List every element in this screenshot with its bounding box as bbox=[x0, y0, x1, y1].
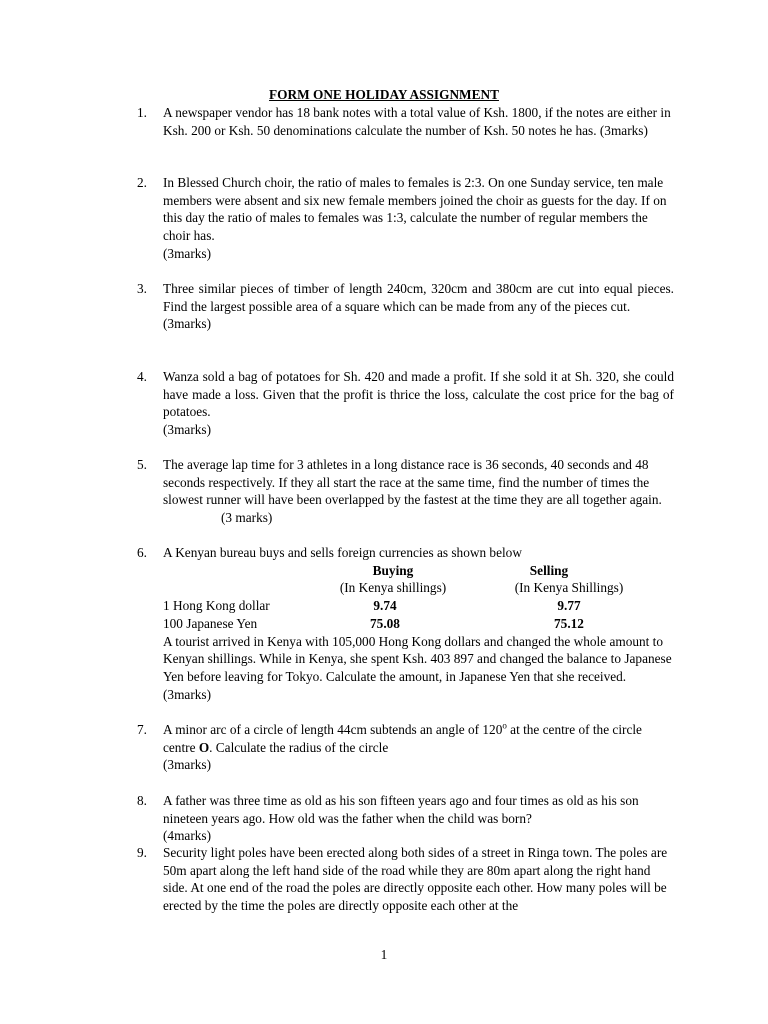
question-number: 1. bbox=[137, 105, 147, 120]
page-title: FORM ONE HOLIDAY ASSIGNMENT bbox=[269, 87, 499, 102]
question-text: In Blessed Church choir, the ratio of males to females is 2:3. On one Sunday service, ten male members were absent and six new female members joined the choir as guests for the day. If on this day the ratio of males to females was 1:3, calculate the number of regular members the choir has. bbox=[163, 175, 667, 244]
selling-subheader: (In Kenya Shillings) bbox=[514, 580, 624, 596]
question-5 bbox=[137, 456, 674, 527]
buying-subheader: (In Kenya shillings) bbox=[339, 580, 447, 596]
currency-label: 1 Hong Kong dollar bbox=[163, 598, 270, 614]
question-number: 2. bbox=[137, 175, 147, 190]
buying-rate: 75.08 bbox=[370, 615, 400, 631]
question-3 bbox=[137, 280, 674, 333]
question-4 bbox=[137, 368, 674, 439]
question-9 bbox=[137, 844, 674, 915]
currency-label: 100 Japanese Yen bbox=[163, 615, 258, 631]
question-7 bbox=[137, 720, 674, 774]
question-1 bbox=[137, 104, 674, 139]
exchange-rate-table bbox=[163, 562, 674, 633]
question-number: 3. bbox=[137, 281, 147, 296]
buying-rate: 9.74 bbox=[373, 598, 397, 614]
question-marks: (3marks) bbox=[163, 245, 211, 261]
question-marks: (3marks) bbox=[163, 757, 211, 773]
selling-rate: 9.77 bbox=[557, 598, 581, 614]
question-number: 5. bbox=[137, 457, 147, 472]
question-8 bbox=[137, 792, 674, 845]
selling-header: Selling bbox=[529, 562, 569, 578]
question-6 bbox=[137, 544, 674, 704]
question-text: Three similar pieces of timber of length 240cm, 320cm and 380cm are cut into equal pieces. Find the largest possible area of a square which can be made from any of the pieces cut. bbox=[163, 281, 674, 314]
question-text: A father was three time as old as his son fifteen years ago and four times as old as his son nineteen years ago. How old was the father when the child was born? bbox=[163, 793, 639, 826]
question-text: Security light poles have been erected along both sides of a street in Ringa town. The poles are 50m apart along the left hand side of the road while they are 80m apart along the right hand side. At one end of the road the poles are directly opposite each other. How many poles will be erected by the time the poles are directly opposite each other at the bbox=[163, 845, 668, 914]
degree-superscript: o bbox=[502, 720, 507, 731]
question-number: 9. bbox=[137, 845, 147, 860]
question-number: 8. bbox=[137, 793, 147, 808]
question-text: A tourist arrived in Kenya with 105,000 Hong Kong dollars and changed the whole amount to Kenyan shillings. While in Kenya, she spent Ksh. 403 897 and changed the balance to Japanese Yen before leaving for Tokyo. Calculate the amount, in Japanese Yen that she received. bbox=[163, 633, 672, 685]
question-marks: (4marks) bbox=[163, 828, 211, 844]
text-segment: at the centre of the circle centre bbox=[163, 722, 642, 755]
question-text: The average lap time for 3 athletes in a long distance race is 36 seconds, 40 seconds and 48 seconds respectively. If they all start the race at the same time, find the number of times the slowest runner will have been overlapped by the fastest at the time they are all together again. bbox=[163, 457, 662, 508]
text-segment: A minor arc of a circle of length 44cm subtends an angle of 120 bbox=[163, 722, 503, 737]
page-number: 1 bbox=[380, 947, 388, 962]
question-number: 6. bbox=[137, 545, 147, 560]
question-2 bbox=[137, 174, 674, 263]
question-text bbox=[163, 721, 674, 756]
text-segment: . Calculate the radius of the circle bbox=[209, 739, 389, 755]
question-marks: (3marks) bbox=[163, 422, 211, 438]
question-marks: (3marks) bbox=[163, 686, 211, 702]
question-number: 7. bbox=[137, 722, 147, 737]
question-intro: A Kenyan bureau buys and sells foreign currencies as shown below bbox=[163, 545, 522, 560]
question-number: 4. bbox=[137, 369, 147, 384]
question-text: A newspaper vendor has 18 bank notes with a total value of Ksh. 1800, if the notes are either in Ksh. 200 or Ksh. 50 denominations calculate the number of Ksh. 50 notes he has. (3marks) bbox=[163, 105, 671, 138]
centre-point-label: O bbox=[198, 739, 210, 755]
buying-header: Buying bbox=[372, 562, 414, 578]
question-marks: (3 marks) bbox=[221, 510, 273, 526]
question-text: Wanza sold a bag of potatoes for Sh. 420 and made a profit. If she sold it at Sh. 320, she could have made a loss. Given that the profit is thrice the loss, calculate the cost price for the bag of potatoes. bbox=[163, 369, 674, 420]
question-marks: (3marks) bbox=[163, 316, 211, 332]
selling-rate: 75.12 bbox=[554, 615, 584, 631]
